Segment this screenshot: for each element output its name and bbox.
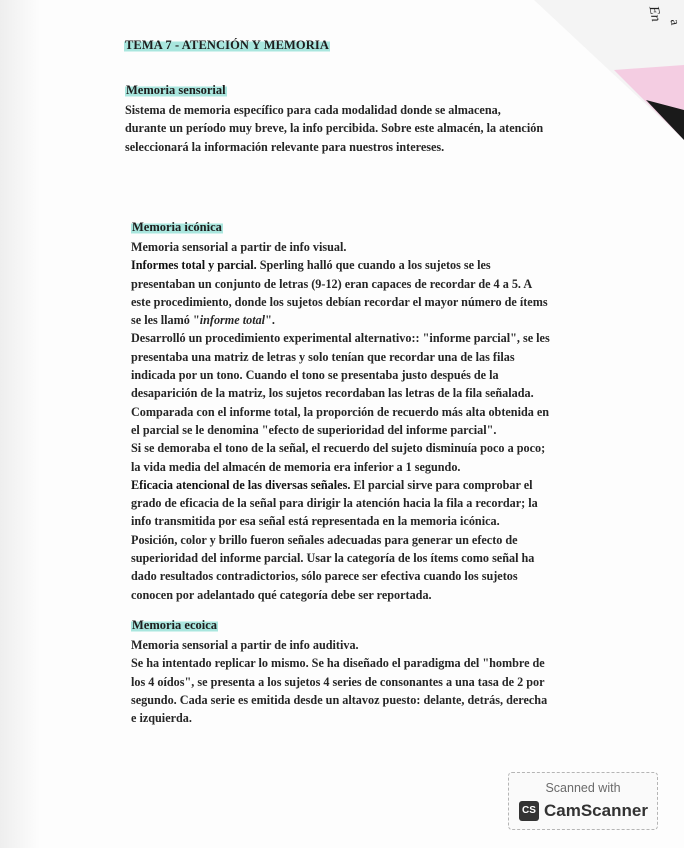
scanned-with-label: Scanned with (545, 781, 621, 795)
term-informe-total: informe total (199, 313, 266, 328)
corner-text-2: a (667, 17, 684, 27)
paragraph-memoria-sensorial: Sistema de memoria específico para cada modalidad donde se almacena, durante un período muy breve, la info percibida. Sobre este almacén, la atención seleccionará la información relevante para nuestros intereses. (125, 103, 544, 154)
heading-memoria-ecoica: Memoria ecoica (132, 618, 218, 632)
paragraph-memoria-iconica: Memoria sensorial a partir de info visual. Informes total y parcial. Sperling halló que cuando a los sujetos se les presentaban un conjunto de letras (9-12) eran capaces de recordar de 4 a 5. A este procedimiento, donde los sujetos debían recordar el mayor número de ítems se les llamó "informe total". Desarrolló un procedimiento experimental alternativo:: "informe parcial", se les presentaba una matriz de letras y solo tenían que recordar una de las filas indicada por un tono. Cuando el tono se presentaba justo después de la desaparición de la matriz, los sujetos recordaban las letras de la fila señalada. Comparada con el informe total, la proporción de recuerdo más alta obtenida en el parcial se le denomina "efecto de superioridad del informe parcial". Si se demoraba el tono de la señal, el recuerdo del sujeto disminuía poco a poco; la vida media del almacén de memoria era inferior a 1 segundo. Eficacia atencional de las diversas señales. El parcial sirve para comprobar el grado de eficacia de la señal para dirigir la atención hacia la fila a recordar; la info transmitida por esa señal está representada en la memoria icónica. Posición, color y brillo fueron señales adecuadas para generar un efecto de superioridad del informe parcial. Usar la categoría de los ítems como señal ha dado resultados contradictorios, sólo parece ser efectiva cuando los sujetos conocen por adelantado qué categoría debe ser reportada. (131, 240, 550, 602)
scan-edge-shadow (0, 0, 40, 848)
folded-corner (534, 0, 684, 150)
term-eficacia-atencional: Eficacia atencional de las diversas señales. (131, 477, 351, 492)
camscanner-watermark (508, 772, 658, 830)
heading-memoria-iconica: Memoria icónica (132, 220, 222, 234)
camscanner-logo-icon: CS (519, 801, 539, 821)
heading-memoria-sensorial: Memoria sensorial (126, 83, 226, 97)
camscanner-brand: CamScanner (544, 801, 648, 820)
term-informes-total-parcial: Informes total y parcial. (131, 258, 257, 273)
paragraph-memoria-ecoica: Memoria sensorial a partir de info auditiva. Se ha intentado replicar lo mismo. Se ha diseñado el paradigma del "hombre de los 4 oídos", se presenta a los sujetos 4 series de consonantes a una tasa de 2 por segundo. Cada serie es emitida desde un altavoz puesto: delante, detrás, derecha e izquierda. (131, 638, 548, 726)
corner-text-1: En (645, 4, 664, 23)
page-title: TEMA 7 - ATENCIÓN Y MEMORIA (125, 38, 329, 52)
